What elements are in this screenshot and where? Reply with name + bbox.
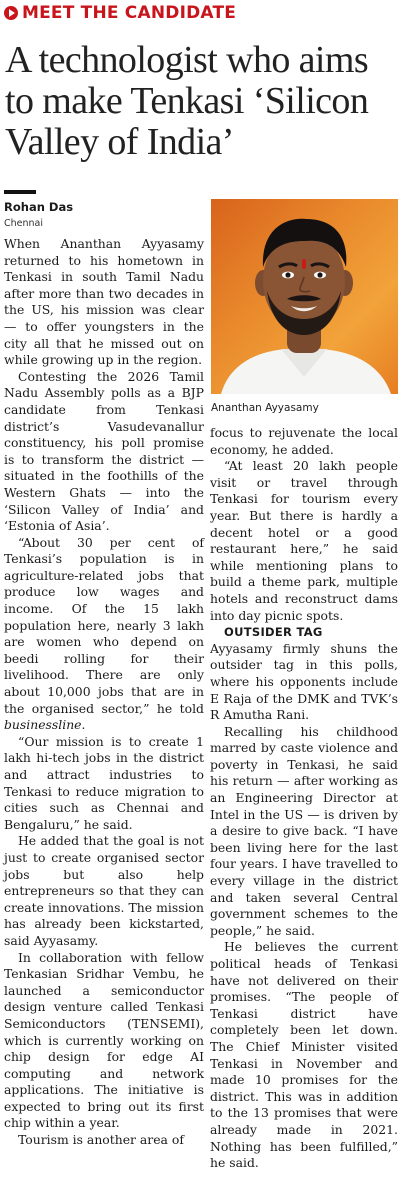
kicker-label: MEET THE CANDIDATE [22,3,237,23]
author-name: Rohan Das [4,200,74,214]
paragraph: Tourism is another area of [18,1132,184,1148]
portrait-illustration [211,199,398,394]
paragraph: focus to rejuvenate the local economy, he added. [210,425,398,457]
candidate-photo [211,199,398,394]
paragraph: “Our mission is to create 1 lakh hi-tech jobs in the district and attract industries to Tenkasi to reduce migration to cities such as Chennai and Bengaluru,” he said. [4,733,204,832]
paragraph: Contesting the 2026 Tamil Nadu Assembly polls as a BJP candidate from Tenkasi district’s Vasudevanallur constituency, his poll promise is to transform the district — situated in the foothills of the Western Ghats — into the ‘Silicon Valley of India’ and ‘Estonia of Asia’. [4,368,204,534]
photo-caption: Ananthan Ayyasamy [211,402,319,414]
subheading: OUTSIDER TAG [224,625,323,640]
publication-name: businessline [4,717,82,733]
paragraph: In collaboration with fellow Tenkasian Sridhar Vembu, he launched a semiconductor design venture called Tenkasi Semiconductors (TENSEMI), which is currently working on chip design for edge AI computing and network applications. The initiative is expected to bring out its first chip within a year. [4,949,204,1131]
paragraph: He added that the goal is not just to create organised sector jobs but also help entrepreneurs so that they can create innovations. The mission has already been kickstarted, said Ayyasamy. [4,833,204,948]
paragraph: “About 30 per cent of Tenkasi’s population is in agriculture-related jobs that produce low wages and income. Of the 15 lakh population here, nearly 3 lakh are women who depend on beedi rolling for their livelihood. There are only about 10,000 jobs that are in the organised sector,” he told businessline. [4,534,204,733]
paragraph: Ayyasamy firmly shuns the outsider tag in this polls, where his opponents include E Raja of the DMK and TVK’s R Amutha Rani. [210,640,398,723]
section-kicker [4,3,236,23]
paragraph: When Ananthan Ayyasamy returned to his hometown in Tenkasi in south Tamil Nadu after more than two decades in the US, his mission was clear — to offer youngsters in the city all that he missed out on while growing up in the region. [4,236,204,368]
dateline-location: Chennai [4,218,44,229]
paragraph: “At least 20 lakh people visit or travel through Tenkasi for tourism every year. But there is hardly a decent hotel or a good restaurant here,” he said while mentioning plans to build a theme park, multiple hotels and reconstruct dams into day picnic spots. [210,458,398,623]
play-bullet-icon [4,6,18,20]
paragraph: Recalling his childhood marred by caste violence and poverty in Tenkasi, he said his return — after working as an Engineering Director at Intel in the US — is driven by a desire to give back. “I have been living here for the last four years. I have travelled to every village in the district and taken several Central government schemes to the people,” he said. [210,723,398,938]
byline-rule [4,190,36,194]
headline: A technologist who aims to make Tenkasi ‘Silicon Valley of India’ [5,39,369,163]
article-column-2 [210,425,398,1172]
article-column-1 [4,236,204,1149]
paragraph: He believes the current political heads of Tenkasi have not delivered on their promises. “The people of Tenkasi district have completely been let down. The Chief Minister visited Tenkasi in November and made 10 promises for the district. This was in addition to the 13 promises that were already made in 2021. Nothing has been fulfilled,” he said. [210,939,398,1171]
